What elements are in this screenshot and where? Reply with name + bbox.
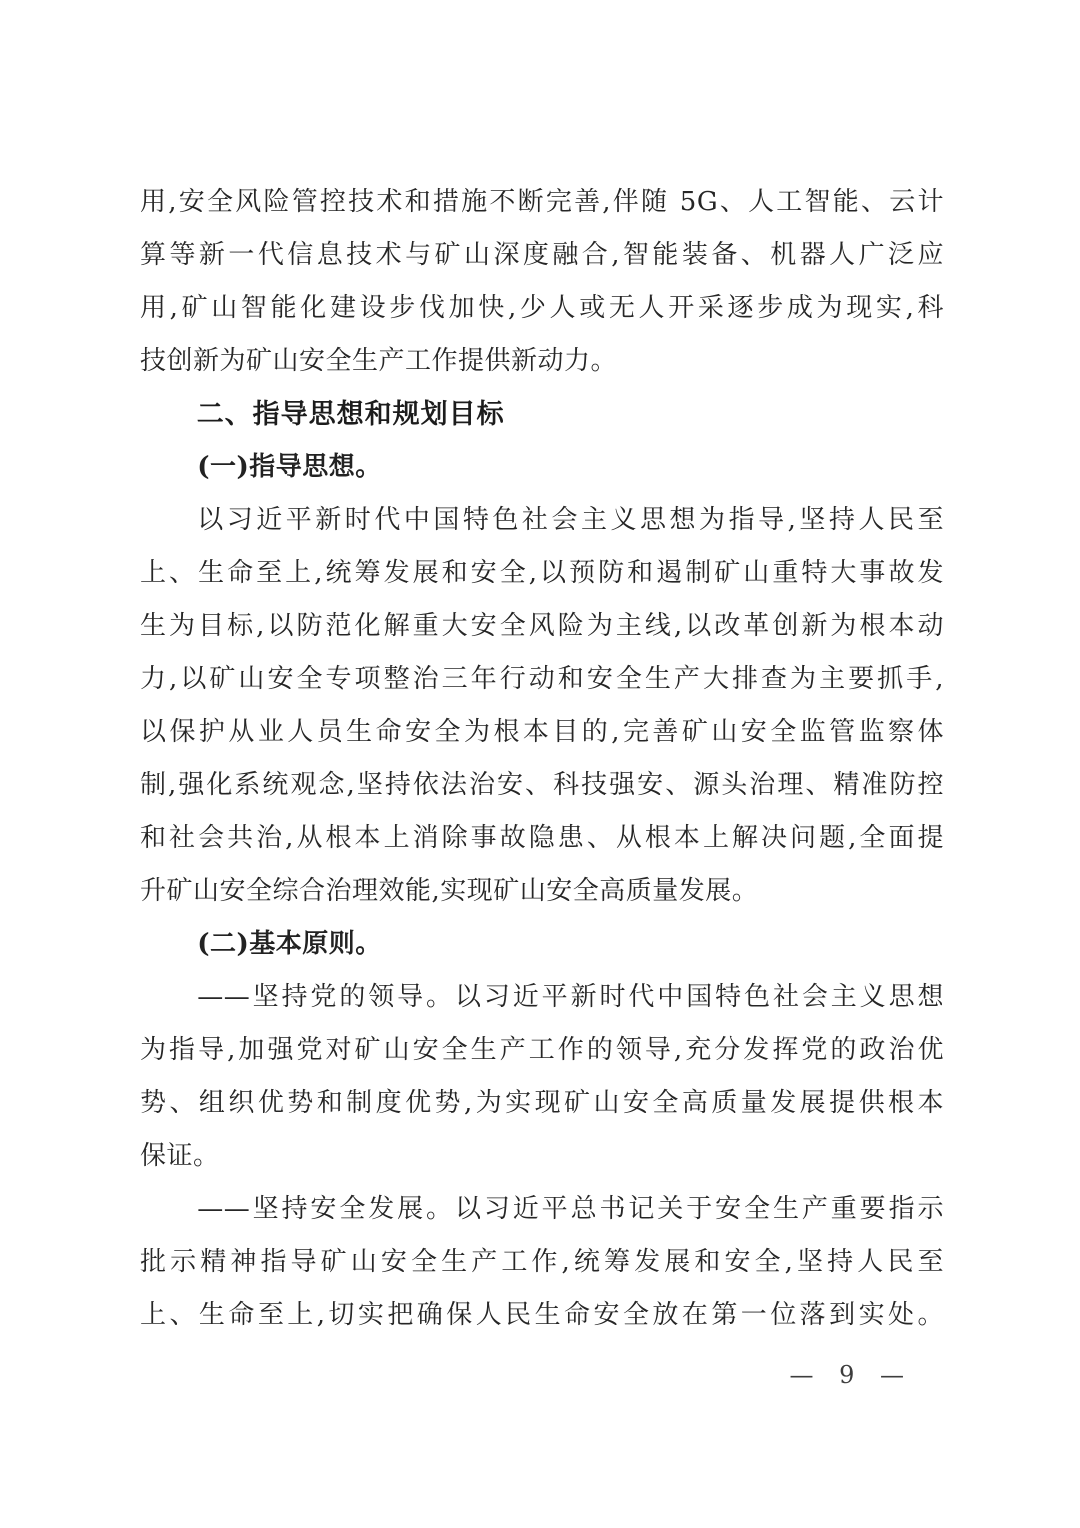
body-line: 力,以矿山安全专项整治三年行动和安全生产大排查为主要抓手, [140,664,944,694]
document-body [140,176,944,1342]
section-heading [140,388,944,441]
body-line: 升矿山安全综合治理效能,实现矿山安全高质量发展。 [140,876,759,906]
page-number: — 9 — [789,1361,913,1389]
body-line: 用,安全风险管控技术和措施不断完善,伴随 5G、人工智能、云计 [140,187,944,217]
body-line: 为指导,加强党对矿山安全生产工作的领导,充分发挥党的政治优 [140,1035,944,1065]
body-line: 和社会共治,从根本上消除事故隐患、从根本上解决问题,全面提 [140,823,944,853]
body-line: 用,矿山智能化建设步伐加快,少人或无人开采逐步成为现实,科 [140,293,944,323]
paragraph-guiding-ideology [140,494,944,918]
paragraph-principle-safe-development [140,1183,944,1342]
body-line: 算等新一代信息技术与矿山深度融合,智能装备、机器人广泛应 [140,240,944,270]
body-line: 势、组织优势和制度优势,为实现矿山安全高质量发展提供根本 [140,1088,944,1118]
body-line: 上、生命至上,切实把确保人民生命安全放在第一位落到实处。 [140,1300,944,1330]
body-line: 批示精神指导矿山安全生产工作,统筹发展和安全,坚持人民至 [140,1247,944,1277]
paragraph-continuation [140,176,944,388]
body-line: ——坚持党的领导。以习近平新时代中国特色社会主义思想 [197,982,944,1012]
subsection-heading-text: (二)基本原则。 [197,929,382,959]
subsection-heading-1 [140,441,944,494]
body-line: 保证。 [140,1141,220,1171]
body-line: 制,强化系统观念,坚持依法治安、科技强安、源头治理、精准防控 [140,770,944,800]
body-line: 技创新为矿山安全生产工作提供新动力。 [140,346,618,376]
subsection-heading-text: (一)指导思想。 [197,452,382,482]
paragraph-principle-party-leadership [140,971,944,1183]
body-line: ——坚持安全发展。以习近平总书记关于安全生产重要指示 [197,1194,944,1224]
body-line: 生为目标,以防范化解重大安全风险为主线,以改革创新为根本动 [140,611,944,641]
body-line: 上、生命至上,统筹发展和安全,以预防和遏制矿山重特大事故发 [140,558,944,588]
section-heading-text: 二、指导思想和规划目标 [196,399,505,430]
body-line: 以习近平新时代中国特色社会主义思想为指导,坚持人民至 [197,505,944,535]
subsection-heading-2 [140,918,944,971]
body-line: 以保护从业人员生命安全为根本目的,完善矿山安全监管监察体 [140,717,944,747]
